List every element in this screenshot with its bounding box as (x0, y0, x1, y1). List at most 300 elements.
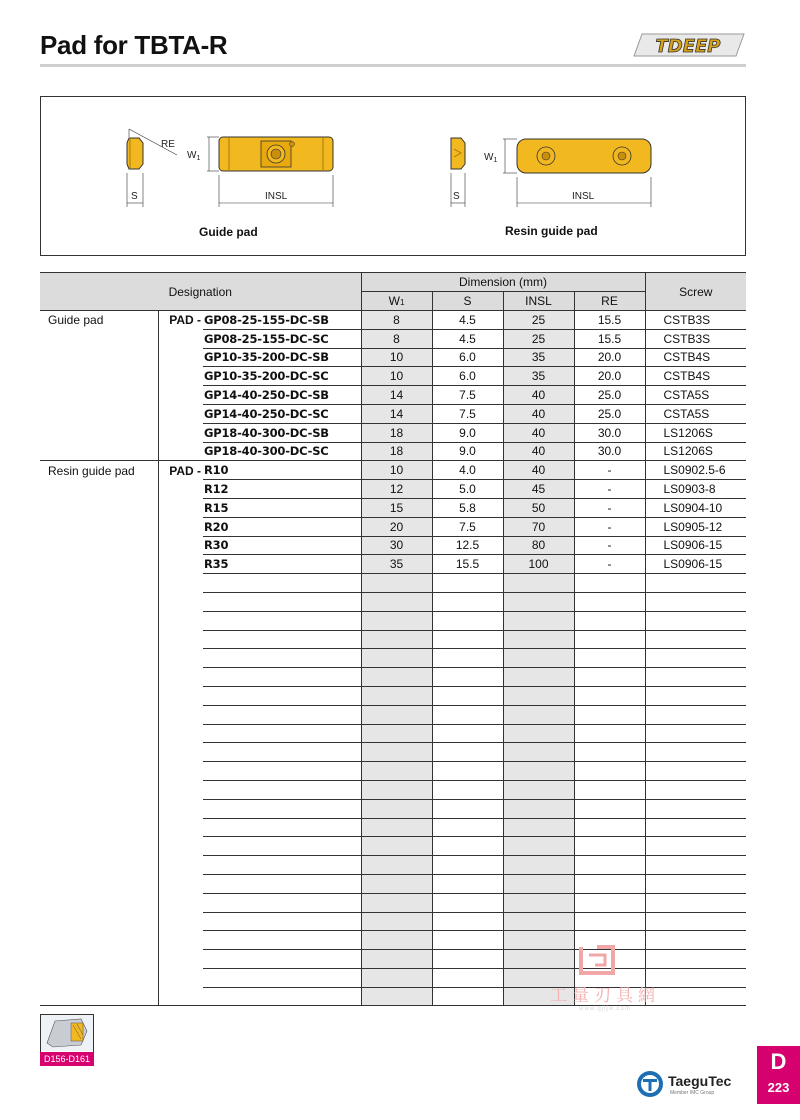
group-label (40, 893, 158, 912)
w1-value (361, 668, 432, 687)
designation-prefix (158, 893, 203, 912)
designation-code (203, 837, 361, 856)
empty-table-row (40, 611, 746, 630)
w1-value (361, 987, 432, 1006)
designation-prefix (158, 386, 203, 405)
screw-value (645, 837, 746, 856)
s-value: 12.5 (432, 536, 503, 555)
pad-drawings (41, 97, 747, 257)
re-value: - (574, 536, 645, 555)
empty-table-row (40, 630, 746, 649)
s-value (432, 931, 503, 950)
w1-value (361, 950, 432, 969)
designation-code (203, 912, 361, 931)
group-label (40, 329, 158, 348)
re-value (574, 649, 645, 668)
re-value: 20.0 (574, 367, 645, 386)
w1-label-resin: $W_1$ (484, 152, 498, 164)
insl-value: 35 (503, 367, 574, 386)
designation-code: GP08-25-155-DC-SB (203, 311, 361, 330)
s-value (432, 762, 503, 781)
s-value (432, 874, 503, 893)
designation-prefix (158, 743, 203, 762)
screw-value: CSTB3S (645, 311, 746, 330)
screw-value: LS0905-12 (645, 517, 746, 536)
designation-prefix: PAD - (158, 461, 203, 480)
screw-value (645, 592, 746, 611)
s-value (432, 856, 503, 875)
group-label (40, 517, 158, 536)
w1-value (361, 799, 432, 818)
designation-prefix (158, 480, 203, 499)
insl-value: 45 (503, 480, 574, 499)
designation-code (203, 968, 361, 987)
s-label-resin: S (453, 191, 460, 202)
insl-value: 40 (503, 461, 574, 480)
s-value (432, 611, 503, 630)
designation-prefix (158, 630, 203, 649)
group-label (40, 386, 158, 405)
screw-value: CSTA5S (645, 404, 746, 423)
w1-value: 20 (361, 517, 432, 536)
empty-table-row (40, 818, 746, 837)
designation-prefix (158, 517, 203, 536)
designation-prefix (158, 611, 203, 630)
insl-value (503, 574, 574, 593)
s-value: 15.5 (432, 555, 503, 574)
designation-code (203, 743, 361, 762)
w1-value (361, 649, 432, 668)
designation-header: Designation (40, 273, 361, 311)
designation-code (203, 611, 361, 630)
insl-value (503, 743, 574, 762)
designation-code (203, 874, 361, 893)
w1-value: 12 (361, 480, 432, 499)
designation-code: R20 (203, 517, 361, 536)
screw-value (645, 893, 746, 912)
s-value (432, 574, 503, 593)
empty-table-row (40, 874, 746, 893)
empty-table-row (40, 574, 746, 593)
table-row (40, 311, 746, 330)
re-value (574, 686, 645, 705)
s-value (432, 950, 503, 969)
designation-prefix (158, 856, 203, 875)
empty-table-row (40, 705, 746, 724)
insl-value (503, 611, 574, 630)
designation-code: R15 (203, 498, 361, 517)
section-letter: D (770, 1049, 787, 1074)
page-title: Pad for TBTA-R (40, 30, 228, 60)
screw-value (645, 856, 746, 875)
designation-prefix (158, 931, 203, 950)
s-value (432, 968, 503, 987)
designation-prefix (158, 536, 203, 555)
w1-value: 14 (361, 404, 432, 423)
tdeep-brand-logo (632, 30, 748, 60)
re-label: RE (161, 139, 175, 150)
w1-value (361, 762, 432, 781)
table-row (40, 480, 746, 499)
re-value: - (574, 461, 645, 480)
s-value (432, 893, 503, 912)
re-value: 15.5 (574, 329, 645, 348)
screw-header: Screw (645, 273, 746, 311)
screw-value (645, 649, 746, 668)
screw-value (645, 799, 746, 818)
designation-code: GP10-35-200-DC-SC (203, 367, 361, 386)
re-value (574, 837, 645, 856)
table-row (40, 367, 746, 386)
empty-table-row (40, 762, 746, 781)
insl-value (503, 856, 574, 875)
s-value (432, 649, 503, 668)
screw-value (645, 743, 746, 762)
screw-value: LS0904-10 (645, 498, 746, 517)
s-value (432, 912, 503, 931)
re-value: 25.0 (574, 386, 645, 405)
designation-code (203, 724, 361, 743)
group-label: Resin guide pad (40, 461, 158, 480)
designation-code: GP18-40-300-DC-SC (203, 442, 361, 461)
designation-code (203, 780, 361, 799)
re-value (574, 668, 645, 687)
w1-value (361, 743, 432, 762)
s-value: 7.5 (432, 517, 503, 536)
group-label (40, 442, 158, 461)
company-name: TaeguTec (668, 1073, 732, 1089)
screw-value: LS0903-8 (645, 480, 746, 499)
designation-prefix (158, 329, 203, 348)
designation-code (203, 686, 361, 705)
w1-value: 15 (361, 498, 432, 517)
insl-value (503, 837, 574, 856)
insl-value: 40 (503, 386, 574, 405)
designation-code (203, 574, 361, 593)
table-row (40, 498, 746, 517)
insl-value: 35 (503, 348, 574, 367)
table-row (40, 442, 746, 461)
dimension-header: Dimension (mm) (361, 273, 645, 292)
insl-value (503, 705, 574, 724)
insl-value (503, 592, 574, 611)
w1-header: W1 (361, 292, 432, 311)
s-value (432, 743, 503, 762)
page-number: 223 (767, 1080, 790, 1095)
designation-prefix (158, 555, 203, 574)
group-label (40, 348, 158, 367)
designation-prefix (158, 762, 203, 781)
insl-value (503, 686, 574, 705)
screw-value (645, 762, 746, 781)
re-value (574, 856, 645, 875)
insl-value (503, 668, 574, 687)
designation-code: R35 (203, 555, 361, 574)
drawing-panel (40, 96, 746, 256)
designation-code (203, 668, 361, 687)
s-value: 6.0 (432, 348, 503, 367)
table-row (40, 348, 746, 367)
re-value (574, 705, 645, 724)
re-value (574, 574, 645, 593)
s-value: 6.0 (432, 367, 503, 386)
designation-prefix (158, 987, 203, 1006)
group-label (40, 592, 158, 611)
w1-value (361, 705, 432, 724)
designation-prefix (158, 874, 203, 893)
re-value: - (574, 517, 645, 536)
screw-value (645, 818, 746, 837)
s-value: 4.5 (432, 311, 503, 330)
thumbnail-page-ref[interactable]: D156-D161 (40, 1052, 94, 1066)
spec-table-body (40, 311, 746, 1006)
w1-value (361, 931, 432, 950)
insl-value (503, 799, 574, 818)
re-header: RE (574, 292, 645, 311)
screw-value: LS0902.5-6 (645, 461, 746, 480)
insl-value: 25 (503, 311, 574, 330)
s-value (432, 705, 503, 724)
s-header: S (432, 292, 503, 311)
re-value (574, 611, 645, 630)
w1-value (361, 630, 432, 649)
group-label (40, 912, 158, 931)
insl-value: 80 (503, 536, 574, 555)
empty-table-row (40, 837, 746, 856)
screw-value: LS1206S (645, 442, 746, 461)
watermark-url: www.gjljw.com (579, 1006, 631, 1012)
w1-value (361, 968, 432, 987)
re-value: 20.0 (574, 348, 645, 367)
insl-value (503, 630, 574, 649)
company-subtitle: Member IMC Group (670, 1090, 715, 1096)
title-divider (40, 64, 746, 67)
designation-code: GP08-25-155-DC-SC (203, 329, 361, 348)
resin-pad-caption: Resin guide pad (505, 224, 598, 238)
re-value (574, 799, 645, 818)
group-label (40, 668, 158, 687)
group-label (40, 404, 158, 423)
re-value (574, 893, 645, 912)
designation-code (203, 987, 361, 1006)
screw-value (645, 705, 746, 724)
group-label (40, 423, 158, 442)
guide-pad-caption: Guide pad (199, 225, 258, 239)
empty-table-row (40, 592, 746, 611)
s-value (432, 668, 503, 687)
w1-value (361, 592, 432, 611)
s-value (432, 630, 503, 649)
screw-value: CSTA5S (645, 386, 746, 405)
w1-value: 14 (361, 386, 432, 405)
re-value (574, 743, 645, 762)
empty-table-row (40, 743, 746, 762)
designation-prefix (158, 404, 203, 423)
empty-table-row (40, 780, 746, 799)
s-value: 4.5 (432, 329, 503, 348)
screw-value (645, 780, 746, 799)
empty-table-row (40, 912, 746, 931)
w1-value (361, 574, 432, 593)
insl-value: 70 (503, 517, 574, 536)
table-row (40, 404, 746, 423)
designation-prefix (158, 668, 203, 687)
screw-value: CSTB4S (645, 348, 746, 367)
re-value: 25.0 (574, 404, 645, 423)
designation-prefix (158, 724, 203, 743)
s-value: 5.8 (432, 498, 503, 517)
insl-value (503, 912, 574, 931)
designation-code (203, 931, 361, 950)
table-row (40, 423, 746, 442)
re-value: - (574, 498, 645, 517)
group-label (40, 818, 158, 837)
watermark (535, 945, 675, 1015)
designation-prefix (158, 818, 203, 837)
s-value (432, 592, 503, 611)
empty-table-row (40, 649, 746, 668)
designation-code (203, 818, 361, 837)
w1-value: 8 (361, 311, 432, 330)
w1-value: 18 (361, 442, 432, 461)
group-label (40, 856, 158, 875)
s-value (432, 724, 503, 743)
designation-prefix (158, 442, 203, 461)
w1-value: 35 (361, 555, 432, 574)
s-value: 7.5 (432, 386, 503, 405)
s-value: 4.0 (432, 461, 503, 480)
pad-spec-table (40, 272, 746, 1006)
designation-code (203, 950, 361, 969)
table-row (40, 386, 746, 405)
group-label (40, 837, 158, 856)
w1-value: 10 (361, 461, 432, 480)
re-value (574, 630, 645, 649)
empty-table-row (40, 668, 746, 687)
re-value: 15.5 (574, 311, 645, 330)
w1-value (361, 818, 432, 837)
group-label (40, 480, 158, 499)
designation-code (203, 856, 361, 875)
screw-value (645, 874, 746, 893)
screw-value (645, 912, 746, 931)
s-value (432, 818, 503, 837)
group-label (40, 743, 158, 762)
group-label (40, 498, 158, 517)
designation-prefix (158, 574, 203, 593)
w1-value: 10 (361, 367, 432, 386)
re-value: 30.0 (574, 423, 645, 442)
w1-value (361, 724, 432, 743)
w1-value (361, 611, 432, 630)
s-value: 7.5 (432, 404, 503, 423)
designation-code (203, 762, 361, 781)
designation-code: GP14-40-250-DC-SB (203, 386, 361, 405)
re-value (574, 818, 645, 837)
designation-code (203, 799, 361, 818)
insl-label-resin: INSL (572, 191, 595, 202)
s-value (432, 799, 503, 818)
group-label (40, 611, 158, 630)
table-row (40, 517, 746, 536)
designation-prefix (158, 686, 203, 705)
screw-value: LS0906-15 (645, 536, 746, 555)
group-label (40, 555, 158, 574)
group-label (40, 705, 158, 724)
designation-prefix (158, 780, 203, 799)
section-tab (757, 1046, 800, 1104)
insl-value (503, 818, 574, 837)
insl-value: 100 (503, 555, 574, 574)
s-label-guide: S (131, 191, 138, 202)
designation-code (203, 630, 361, 649)
empty-table-row (40, 799, 746, 818)
s-value (432, 686, 503, 705)
re-value (574, 912, 645, 931)
insl-value (503, 762, 574, 781)
group-label (40, 950, 158, 969)
insl-value (503, 724, 574, 743)
designation-prefix (158, 367, 203, 386)
table-row (40, 536, 746, 555)
designation-code: R12 (203, 480, 361, 499)
w1-value: 8 (361, 329, 432, 348)
group-label: Guide pad (40, 311, 158, 330)
screw-value (645, 668, 746, 687)
table-row (40, 555, 746, 574)
s-value: 5.0 (432, 480, 503, 499)
group-label (40, 574, 158, 593)
screw-value (645, 686, 746, 705)
table-row (40, 329, 746, 348)
empty-table-row (40, 893, 746, 912)
group-label (40, 987, 158, 1006)
w1-value (361, 837, 432, 856)
screw-value (645, 611, 746, 630)
w1-value: 30 (361, 536, 432, 555)
group-label (40, 686, 158, 705)
group-label (40, 724, 158, 743)
designation-prefix (158, 837, 203, 856)
empty-table-row (40, 724, 746, 743)
s-value (432, 987, 503, 1006)
designation-prefix (158, 705, 203, 724)
designation-prefix: PAD - (169, 313, 201, 328)
group-label (40, 649, 158, 668)
designation-code: GP10-35-200-DC-SB (203, 348, 361, 367)
insl-value: 25 (503, 329, 574, 348)
insl-value: 40 (503, 442, 574, 461)
designation-prefix (158, 968, 203, 987)
empty-table-row (40, 856, 746, 875)
screw-value (645, 630, 746, 649)
screw-value: CSTB3S (645, 329, 746, 348)
designation-code (203, 705, 361, 724)
group-label (40, 780, 158, 799)
designation-prefix (158, 649, 203, 668)
empty-table-row (40, 686, 746, 705)
insl-value: 40 (503, 404, 574, 423)
designation-code (203, 893, 361, 912)
designation-prefix (158, 799, 203, 818)
screw-value: LS0906-15 (645, 555, 746, 574)
designation-prefix (158, 498, 203, 517)
group-label (40, 367, 158, 386)
re-value (574, 780, 645, 799)
insl-value (503, 649, 574, 668)
screw-value (645, 724, 746, 743)
designation-code: R10 (203, 461, 361, 480)
